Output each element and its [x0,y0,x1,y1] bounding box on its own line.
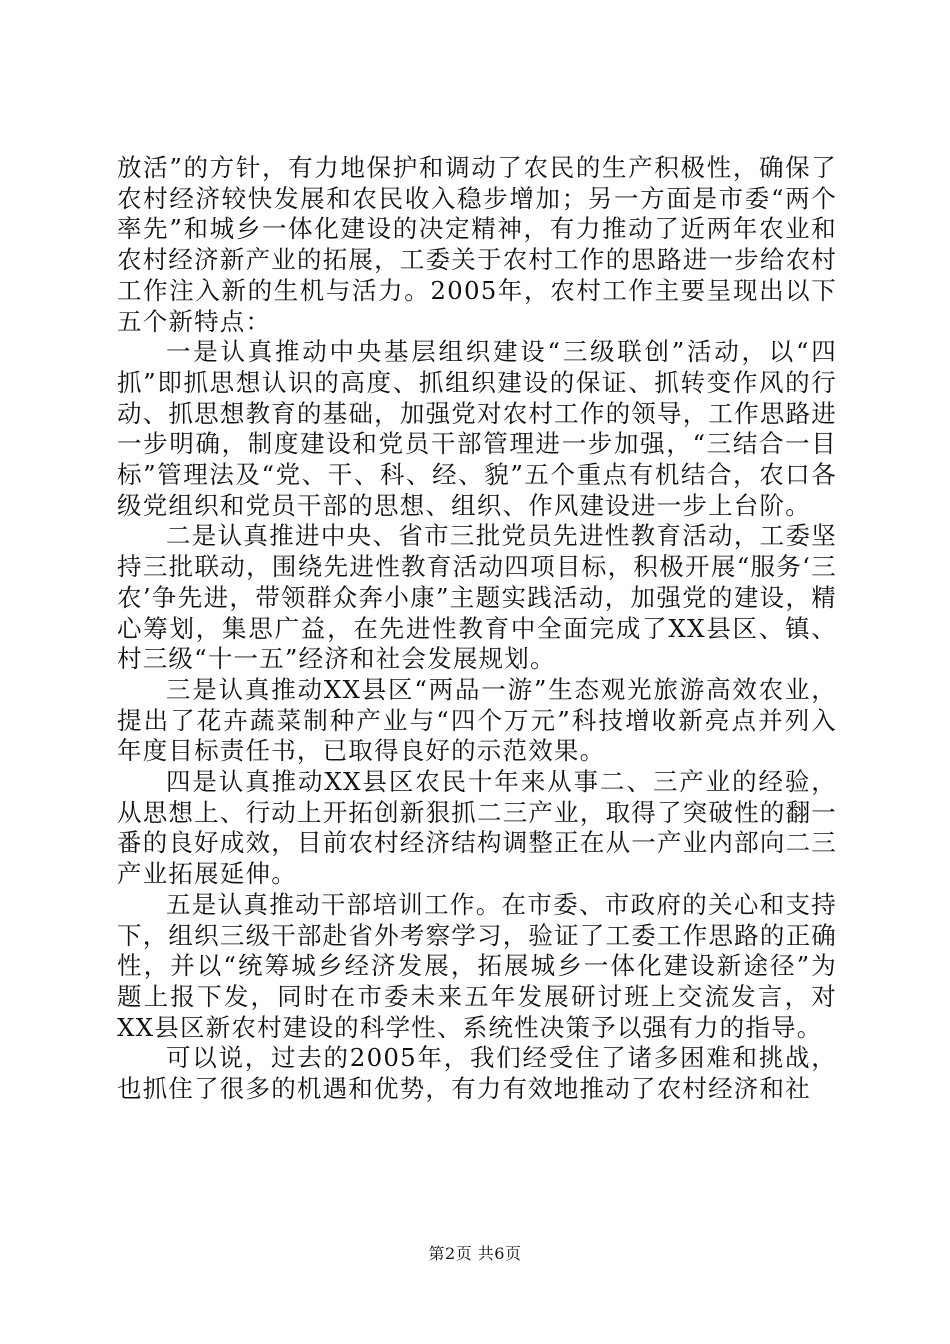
document-body [117,153,837,1105]
paragraph-point-five: 五是认真推动干部培训工作。在市委、市政府的关心和支持下，组织三级干部赴省外考察学习，验证了工委工作思路的正确性，并以“统筹城乡经济发展，拓展城乡一体化建设新途径”为题上报下发，同时在市委未来五年发展研讨班上交流发言，对XX县区新农村建设的科学性、系统性决策予以强有力的指导。 [117,889,837,1042]
paragraph-point-one: 一是认真推动中央基层组织建设“三级联创”活动，以“四抓”即抓思想认识的高度、抓组织建设的保证、抓转变作风的行动、抓思想教育的基础，加强党对农村工作的领导，工作思路进一步明确，制度建设和党员干部管理进一步加强，“三结合一目标”管理法及“党、干、科、经、貌”五个重点有机结合，农口各级党组织和党员干部的思想、组织、作风建设进一步上台阶。 [117,337,837,520]
paragraph-summary: 可以说，过去的2005年，我们经受住了诸多困难和挑战，也抓住了很多的机遇和优势，有力有效地推动了农村经济和社 [117,1043,837,1104]
page-number-footer: 第2页 共6页 [428,1244,522,1263]
paragraph-point-three: 三是认真推动XX县区“两品一游”生态观光旅游高效农业，提出了花卉蔬菜制种产业与“四个万元”科技增收新亮点并列入年度目标责任书，已取得良好的示范效果。 [117,674,837,766]
paragraph-point-two: 二是认真推进中央、省市三批党员先进性教育活动，工委坚持三批联动，围绕先进性教育活动四项目标，积极开展“服务‘三农’争先进，带领群众奔小康”主题实践活动，加强党的建设，精心筹划，集思广益，在先进性教育中全面完成了XX县区、镇、村三级“十一五”经济和社会发展规划。 [117,521,837,674]
paragraph-continuation: 放活”的方针，有力地保护和调动了农民的生产积极性，确保了农村经济较快发展和农民收入稳步增加；另一方面是市委“两个率先”和城乡一体化建设的决定精神，有力推动了近两年农业和农村经济新产业的拓展，工委关于农村工作的思路进一步给农村工作注入新的生机与活力。2005年，农村工作主要呈现出以下五个新特点： [117,153,837,336]
paragraph-point-four: 四是认真推动XX县区农民十年来从事二、三产业的经验，从思想上、行动上开拓创新狠抓二三产业，取得了突破性的翻一番的良好成效，目前农村经济结构调整正在从一产业内部向二三产业拓展延伸。 [117,767,837,889]
